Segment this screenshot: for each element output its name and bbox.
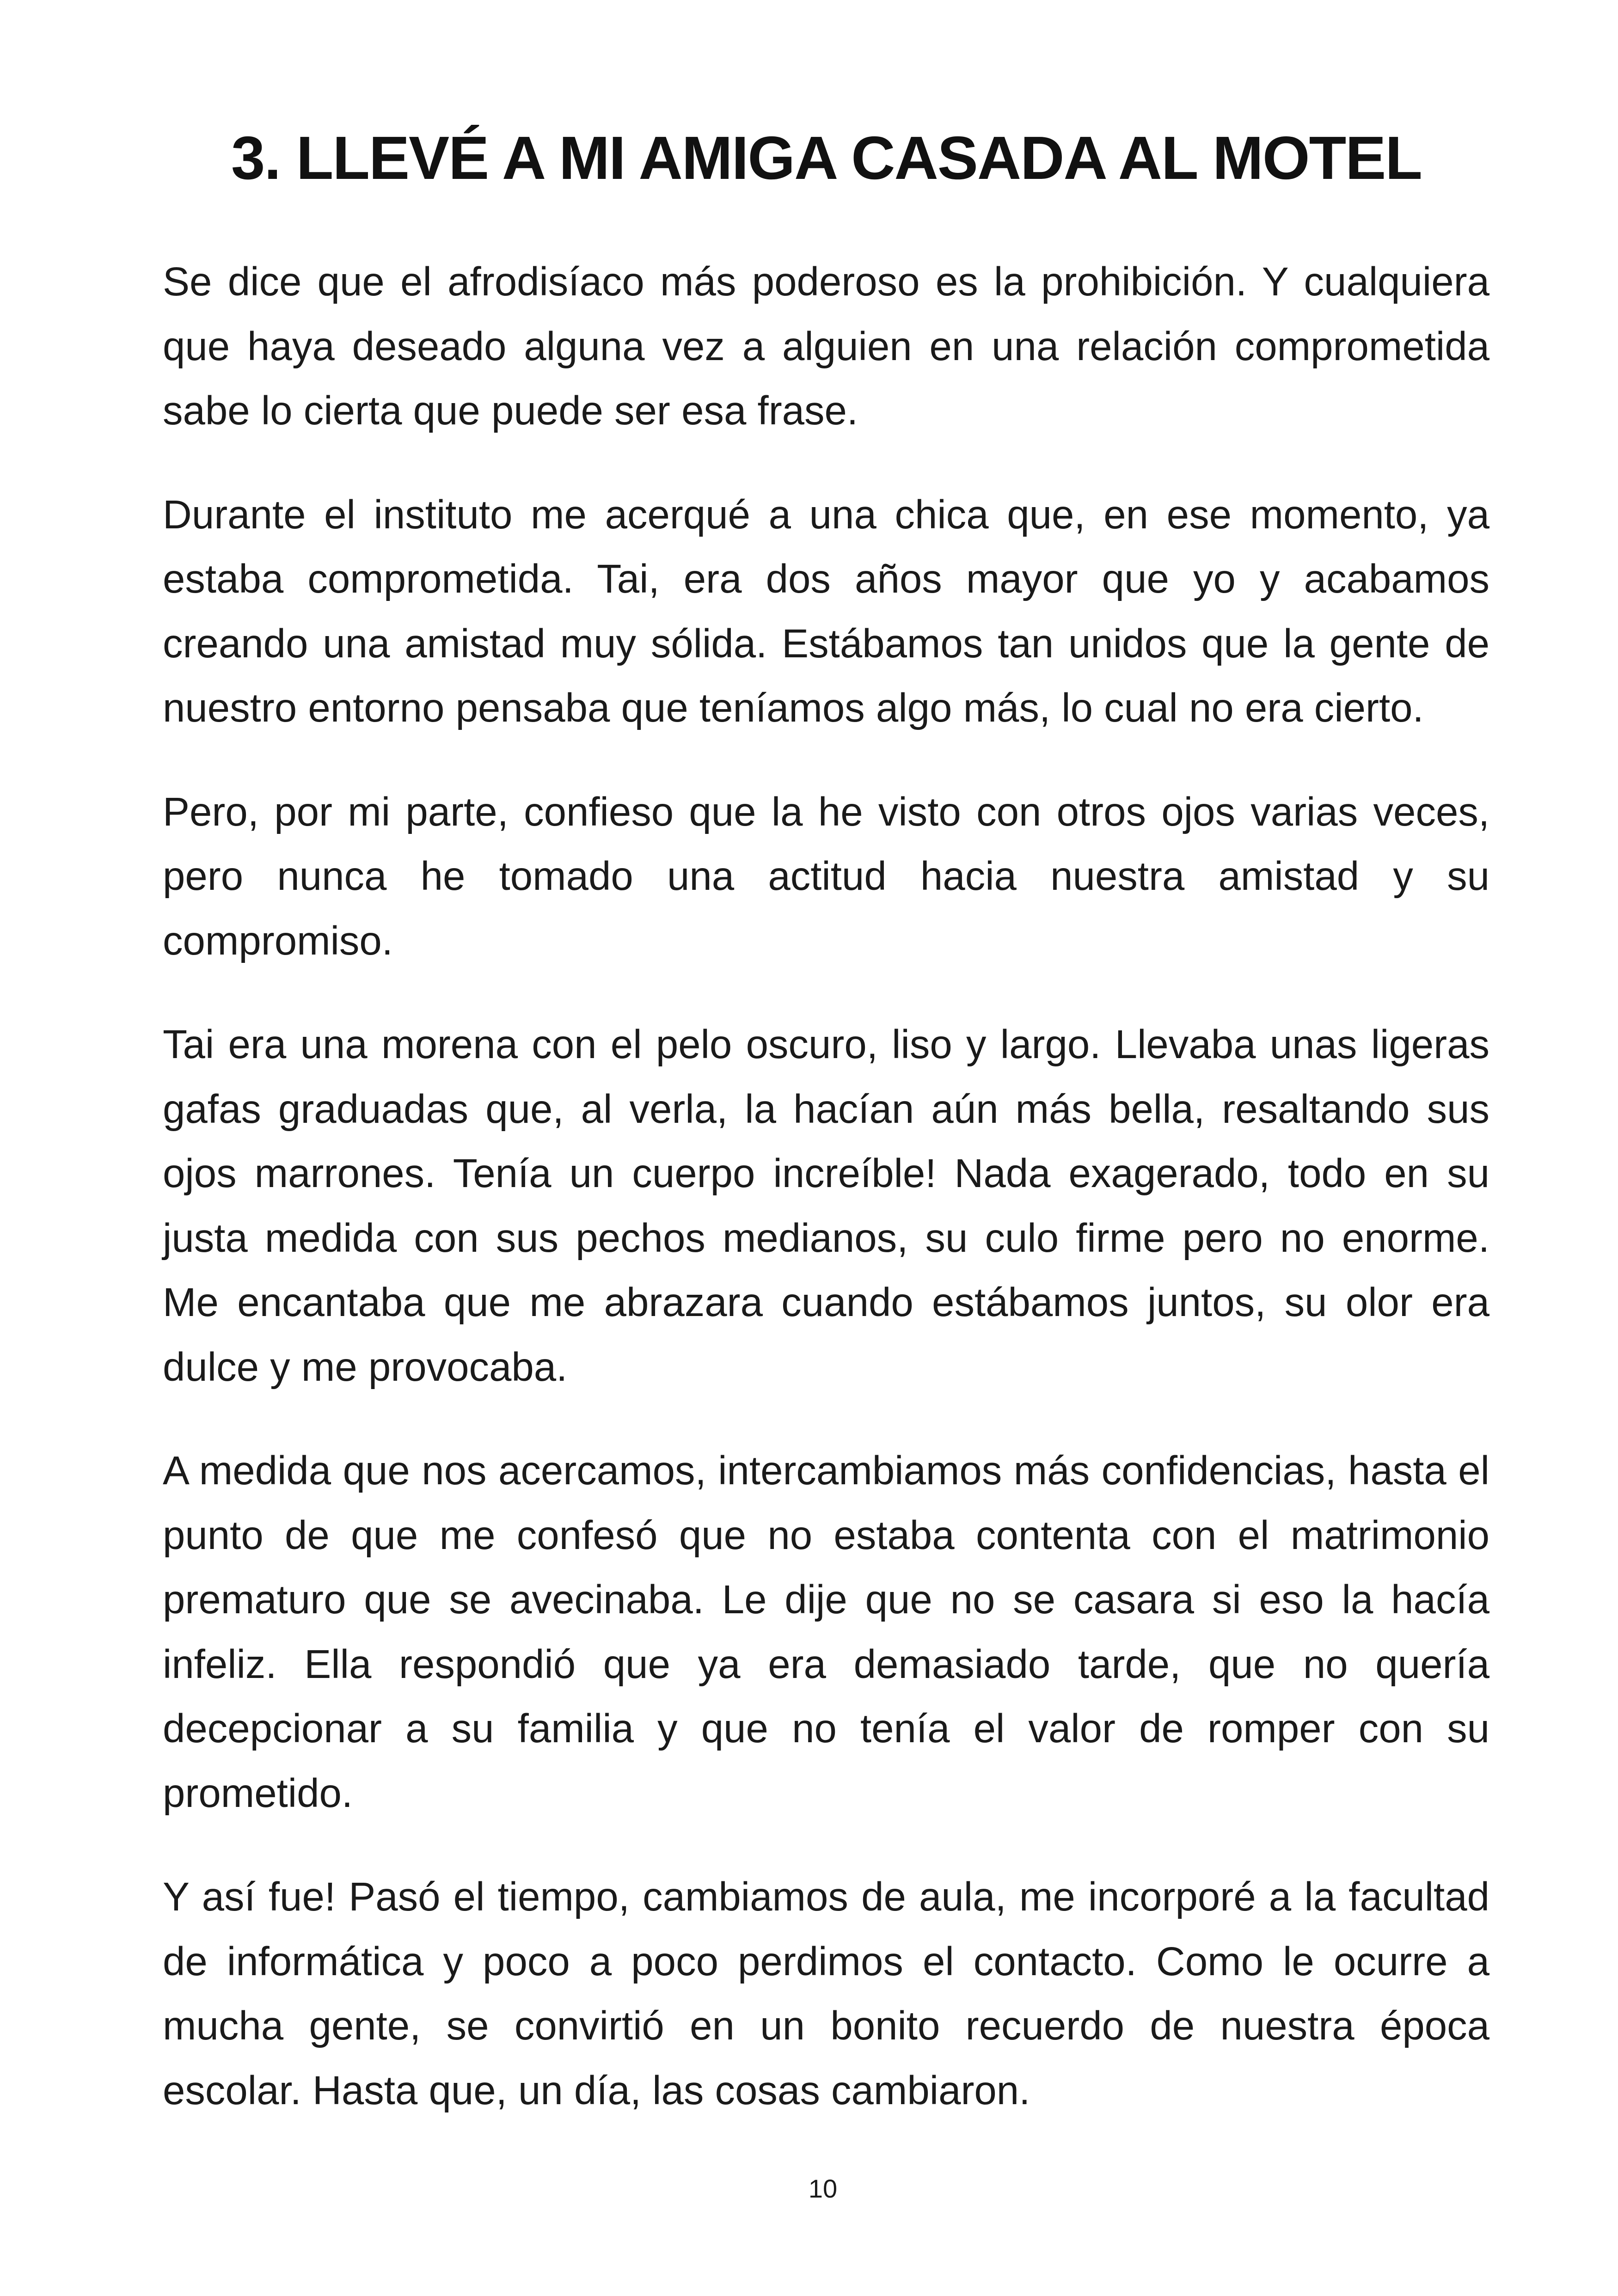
- chapter-title: 3. LLEVÉ A MI AMIGA CASADA AL MOTEL: [231, 124, 1422, 192]
- paragraph: Pero, por mi parte, confieso que la he visto con otros ojos varias veces, pero nunca he tomado una actitud hacia nuestra amistad y su compromiso.: [163, 789, 1489, 963]
- page-number: 10: [808, 2174, 838, 2203]
- paragraph: Y así fue! Pasó el tiempo, cambiamos de aula, me incorporé a la facultad de informática y poco a poco perdimos el contacto. Como le ocurre a mucha gente, se convirtió en un bonito recuerdo de nuestra época escolar. Hasta que, un día, las cosas cambiaron.: [163, 1874, 1489, 2113]
- paragraph: Se dice que el afrodisíaco más poderoso es la prohibición. Y cualquiera que haya deseado alguna vez a alguien en una relación comprometida sabe lo cierta que puede ser esa frase.: [163, 259, 1489, 433]
- paragraph: A medida que nos acercamos, intercambiamos más confidencias, hasta el punto de que me confesó que no estaba contenta con el matrimonio prematuro que se avecinaba. Le dije que no se casara si eso la hacía infeliz. Ella respondió que ya era demasiado tarde, que no quería decepcionar a su familia y que no tenía el valor de romper con su prometido.: [163, 1448, 1489, 1816]
- paragraph: Durante el instituto me acerqué a una chica que, en ese momento, ya estaba comprometida. Tai, era dos años mayor que yo y acabamos creando una amistad muy sólida. Estábamos tan unidos que la gente de nuestro entorno pensaba que teníamos algo más, lo cual no era cierto.: [163, 492, 1489, 730]
- paragraph: Tai era una morena con el pelo oscuro, liso y largo. Llevaba unas ligeras gafas graduadas que, al verla, la hacían aún más bella, resaltando sus ojos marrones. Tenía un cuerpo increíble! Nada exagerado, todo en su justa medida con sus pechos medianos, su culo firme pero no enorme. Me encantaba que me abrazara cuando estábamos juntos, su olor era dulce y me provocaba.: [163, 1022, 1489, 1390]
- chapter-body: [163, 250, 1489, 2162]
